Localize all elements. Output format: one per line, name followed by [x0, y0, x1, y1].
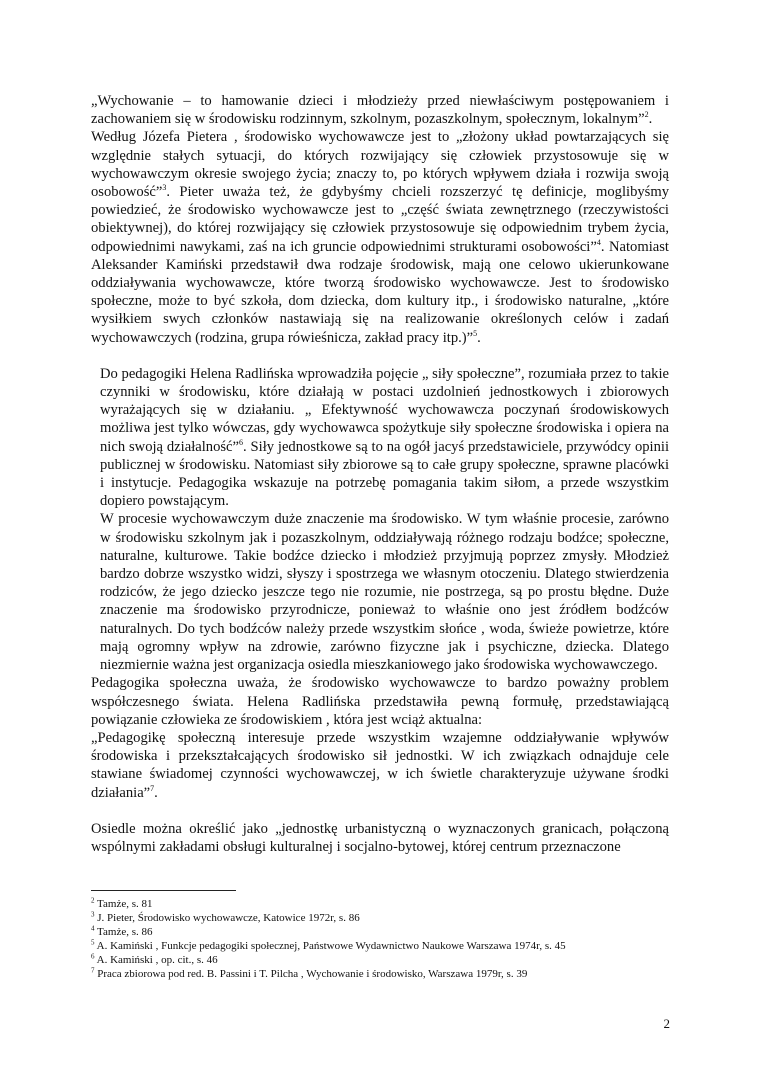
footnote-ref: 3: [162, 183, 167, 193]
paragraph-gap: [91, 347, 669, 365]
footnote-item: $^3$ J. Pieter, Środowisko wychowawcze, Katowice 1972r, s. 86: [91, 910, 360, 925]
footnote-item: $^2$ Tamże, s. 81: [91, 896, 153, 910]
paragraph-pieter: Według Józefa Pietera , środowisko wychowawcze jest to „złożony układ powtarzających się względnie stałych sytuacji, do których rozwijający się człowiek przystosowuje się w wychowawczym okresie swojego życia; znaczy to, po których wpływem działa i rozwija swoją osobowość”$^3$. Pieter uważa też, że gdybyśmy chcieli rozszerzyć tę definicje, moglibyśmy powiedzieć, że środowisko wychowawcze jest to „część świata zewnętrznego (rzeczywistości obiektywnej), do której rozwijający się człowiek przystosowuje się odpowiednim trybem życia, odpowiednimi nawykami, zaś na ich gruncie odpowiednimi strukturami osobowości”$^4$. Natomiast Aleksander Kamiński przedstawił dwa rodzaje środowisk, mają one celowo ukierunkowane oddziaływania wychowawcze, które tworzą środowisko wychowawcze. Jest to środowisko społeczne, może to być szkoła, dom dziecka, dom kultury itp., i środowisko naturalne, „które wysiłkiem swych członków nastawiają się na realizowanie określonych celów i zadań wychowawczych (rodzina, grupa rówieśnicza, zakład pracy itp.)”$^5$.: [91, 129, 669, 346]
footnotes: [91, 897, 669, 982]
footnote-ref: 7: [150, 783, 155, 793]
paragraph-definition-upbringing: „Wychowanie – to hamowanie dzieci i młodzieży przed niewłaściwym postępowaniem i zachowaniem się w środowisku rodzinnym, szkolnym, pozaszkolnym, społecznym, lokalnym”$^2$.: [91, 93, 669, 128]
paragraph-quote-radlinska: „Pedagogikę społeczną interesuje przede wszystkim wzajemne oddziaływanie wpływów środowiska i przekształcających środowisko sił jednostki. W ich związkach odnajduje cele stawiane świadomej czynności wychowawczej, w ich świetle charakteryzuje używane środki działania”$^7$.: [91, 729, 669, 801]
paragraph-educational-process: W procesie wychowawczym duże znaczenie ma środowisko. W tym właśnie procesie, zarówno w środowisku szkolnym jak i pozaszkolnym, oddziaływają różnego rodzaju bodźce; społeczne, naturalne, kulturowe. Takie bodźce dziecko i młodzież przyjmują poprzez zmysły. Młodzież bardzo dobrze wszystko widzi, słyszy i spostrzega we własnym otoczeniu. Dlatego stwierdzenia rodziców, że jego dziecko jeszcze tego nie rozumie, nie postrzega, są po prostu błędne. Duże znaczenie ma środowisko przyrodnicze, ponieważ to właśnie ono jest źródłem bodźców naturalnych. Do tych bodźców należy przede wszystkim słońce , woda, świeże powietrze, które mają ogromny wpływ na zdrowie, zarówno fizyczne jak i psychiczne, dziecka. Dlatego niezmiernie ważna jest organizacja osiedla mieszkaniowego jako środowiska wychowawczego.: [100, 511, 669, 674]
footnote-item: $^7$ Praca zbiorowa pod red. B. Passini i T. Pilcha , Wychowanie i środowisko, Warszawa 1979r, s. 39: [91, 966, 528, 981]
footnote-ref: 4: [596, 237, 601, 247]
footnote-item: $^4$ Tamże, s. 86: [91, 924, 153, 939]
footnote-ref: 6: [239, 437, 244, 447]
footnote-item: $^5$ A. Kamiński , Funkcje pedagogiki społecznej, Państwowe Wydawnictwo Naukowe Warszawa 1974r, s. 45: [91, 938, 566, 953]
paragraph-social-pedagogy: Pedagogika społeczna uważa, że środowisko wychowawcze to bardzo poważny problem współczesnego świata. Helena Radlińska przedstawiła pewną formułę, przedstawiającą powiązanie człowieka ze środowiskiem , która jest wciąż aktualna:: [91, 675, 669, 728]
footnote-ref: 2: [644, 110, 649, 120]
paragraph-gap: [91, 802, 669, 820]
paragraph-radlinska-forces: Do pedagogiki Helena Radlińska wprowadziła pojęcie „ siły społeczne”, rozumiała przez to takie czynniki w środowisku, które działają w postaci uzdolnień jednostkowych i zbiorowych wyrażających się w działaniu. „ Efektywność wychowawcza poczynań środowiskowych możliwa jest tylko wówczas, gdy wychowawca spożytkuje siły społeczne środowiska i opiera na nich swoją działalność”$^6$. Siły jednostkowe są to na ogół jacyś przedstawiciele, przywódcy opinii publicznej w środowisku. Natomiast siły zbiorowe są to całe grupy społeczne, sprawne placówki i instytucje. Pedagogika wskazuje na potrzebę pomagania takim siłom, a przede wszystkim dopiero powstającym.: [100, 365, 670, 510]
footnote-ref: 5: [473, 328, 478, 338]
footnote-item: $^6$ A. Kamiński , op. cit., s. 46: [91, 952, 218, 967]
page-number: 2: [663, 1016, 670, 1031]
footnote-separator: [91, 890, 236, 891]
body-text: [91, 92, 669, 856]
paragraph-settlement: Osiedle można określić jako „jednostkę urbanistyczną o wyznaczonych granicach, połączoną wspólnymi zakładami obsługi kulturalnej i socjalno-bytowej, której centrum przeznaczone: [91, 820, 669, 855]
